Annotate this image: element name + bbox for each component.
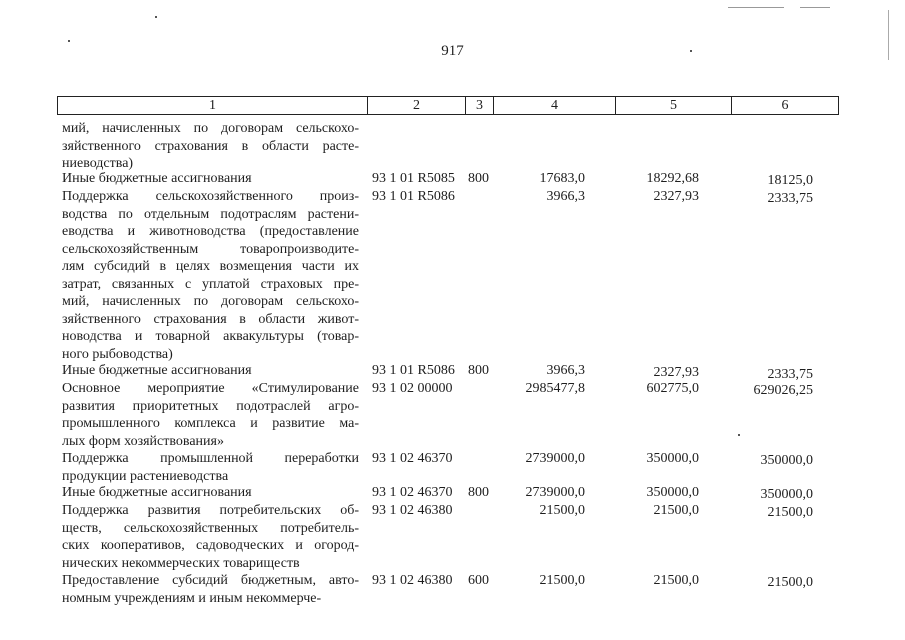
row-amount-col4: 2739000,0 [525,485,585,500]
row-description [62,502,359,572]
row-description [62,380,359,450]
description-line: нических некоммерческих товариществ [62,555,300,571]
description-line: промышленного комплекса и развитие ма- [62,416,359,431]
description-line: мий, начисленных по договорам сельскохо- [62,121,359,136]
row-code: 93 1 02 46380 [372,573,453,588]
row-expense-type: 600 [468,573,489,588]
header-col-4: 4 [493,97,615,114]
row-code: 93 1 01 R5085 [372,171,455,186]
description-line: Поддержка сельскохозяйственного произ- [62,189,359,204]
row-amount-col5: 18292,68 [646,171,699,186]
description-line: ских кооперативов, садоводческих и огород- [62,538,359,553]
description-line: Поддержка промышленной переработки [62,451,359,466]
description-line: сельскохозяйственным товаропроизводите- [62,241,359,257]
description-line: Предоставление субсидий бюджетным, авто- [62,573,359,588]
row-code: 93 1 01 R5086 [372,189,455,204]
description-line: продукции растениеводства [62,468,229,484]
page-number: 917 [441,43,464,59]
scan-speck [155,16,157,18]
row-expense-type: 800 [468,171,489,186]
row-amount-col5: 350000,0 [646,485,699,500]
row-amount-col5: 21500,0 [653,503,699,518]
row-amount-col4: 2739000,0 [525,451,585,466]
row-description [62,188,359,363]
description-line: ществ, сельскохозяйственных потребитель- [62,520,359,536]
row-amount-col5: 2327,93 [653,365,699,380]
description-line: Иные бюджетные ассигнования [62,363,252,378]
row-amount-col6: 18125,0 [767,173,813,188]
row-amount-col4: 3966,3 [546,363,585,378]
description-line: развития приоритетных подотраслей агро- [62,398,359,414]
description-line: Основное мероприятие «Стимулирование [62,381,359,396]
row-amount-col5: 350000,0 [646,451,699,466]
description-line: Иные бюджетные ассигнования [62,171,252,186]
header-col-3: 3 [465,97,493,114]
row-expense-type: 800 [468,363,489,378]
description-line: ниеводства) [62,156,134,171]
description-line: лых форм хозяйствования» [62,433,224,449]
description-line: еводства и животноводства (предоставление [62,224,359,239]
description-line: водства по отдельным подотраслям растени- [62,206,359,222]
row-code: 93 1 01 R5086 [372,363,455,378]
description-line: Поддержка развития потребительских об- [62,503,359,518]
table-header [57,96,839,115]
description-line: затрат, связанных с уплатой страховых пре- [62,276,359,292]
description-line: Иные бюджетные ассигнования [62,485,252,500]
row-code: 93 1 02 46370 [372,485,453,500]
row-amount-col6: 350000,0 [760,487,813,502]
row-code: 93 1 02 46370 [372,451,453,466]
scan-line [800,7,830,8]
row-amount-col6: 21500,0 [767,505,813,520]
row-amount-col4: 17683,0 [539,171,585,186]
scan-line [728,7,784,8]
row-amount-col6: 21500,0 [767,575,813,590]
row-description [62,450,359,485]
description-line: мий, начисленных по договорам сельскохо- [62,294,359,309]
row-description [62,120,359,173]
row-amount-col4: 21500,0 [539,503,585,518]
row-amount-col6: 2333,75 [767,191,813,206]
description-line: лям субсидий в целях возмещения части их [62,259,359,274]
row-description [62,170,359,188]
row-expense-type: 800 [468,485,489,500]
scan-speck [738,434,740,436]
row-code: 93 1 02 00000 [372,381,453,396]
description-line: ного рыбоводства) [62,346,173,362]
row-amount-col4: 2985477,8 [525,381,585,396]
header-col-6: 6 [731,97,838,114]
header-col-2: 2 [367,97,465,114]
description-line: зяйственного страхования в области живот- [62,311,359,327]
row-amount-col6: 629026,25 [753,383,813,398]
description-line: новодства и товарной аквакультуры (товар- [62,329,359,344]
row-amount-col5: 602775,0 [646,381,699,396]
header-col-5: 5 [615,97,731,114]
row-description [62,484,359,502]
description-line: зяйственного страхования в области расте- [62,138,359,154]
row-amount-col4: 21500,0 [539,573,585,588]
description-line: номным учреждениям и иным некоммерче- [62,590,322,606]
row-description [62,362,359,380]
row-description [62,572,359,607]
header-col-1: 1 [209,98,216,113]
row-code: 93 1 02 46380 [372,503,453,518]
row-amount-col5: 2327,93 [653,189,699,204]
row-amount-col5: 21500,0 [653,573,699,588]
row-amount-col4: 3966,3 [546,189,585,204]
scan-speck [68,40,70,42]
row-amount-col6: 350000,0 [760,453,813,468]
row-amount-col6: 2333,75 [767,367,813,382]
